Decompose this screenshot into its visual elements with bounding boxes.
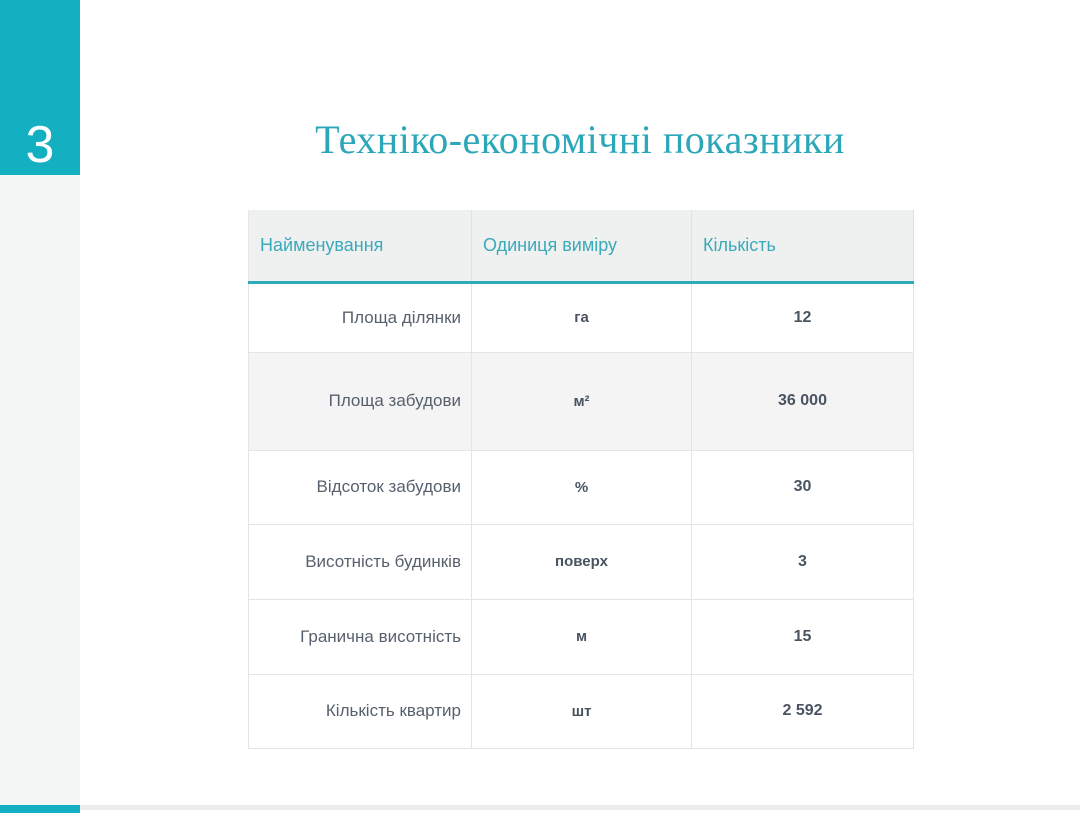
cell-qty: 30	[692, 450, 914, 524]
cell-unit: поверх	[472, 524, 692, 599]
table-row	[249, 674, 914, 748]
header-name: Найменування	[249, 210, 472, 282]
cell-name: Висотність будинків	[249, 524, 472, 599]
cell-name: Площа забудови	[249, 352, 472, 450]
table-header-row	[249, 210, 914, 282]
cell-name: Відсоток забудови	[249, 450, 472, 524]
bottom-accent-bar	[0, 805, 80, 813]
cell-name: Кількість квартир	[249, 674, 472, 748]
header-qty: Кількість	[692, 210, 914, 282]
table-row	[249, 450, 914, 524]
indicators-table	[248, 210, 913, 749]
cell-qty: 15	[692, 599, 914, 674]
cell-unit: га	[472, 282, 692, 352]
cell-qty: 3	[692, 524, 914, 599]
cell-unit: шт	[472, 674, 692, 748]
table-row	[249, 599, 914, 674]
slide-number: 3	[25, 116, 55, 174]
table-row	[249, 524, 914, 599]
cell-unit: м²	[472, 352, 692, 450]
cell-name: Площа ділянки	[249, 282, 472, 352]
bottom-divider	[0, 805, 1080, 810]
cell-qty: 36 000	[692, 352, 914, 450]
header-unit: Одиниця виміру	[472, 210, 692, 282]
cell-name: Гранична висотність	[249, 599, 472, 674]
cell-unit: м	[472, 599, 692, 674]
cell-qty: 12	[692, 282, 914, 352]
table-row	[249, 352, 914, 450]
slide-number-block	[0, 0, 80, 175]
cell-unit: %	[472, 450, 692, 524]
slide-title: Техніко-економічні показники	[315, 117, 845, 162]
table-row	[249, 282, 914, 352]
cell-qty: 2 592	[692, 674, 914, 748]
